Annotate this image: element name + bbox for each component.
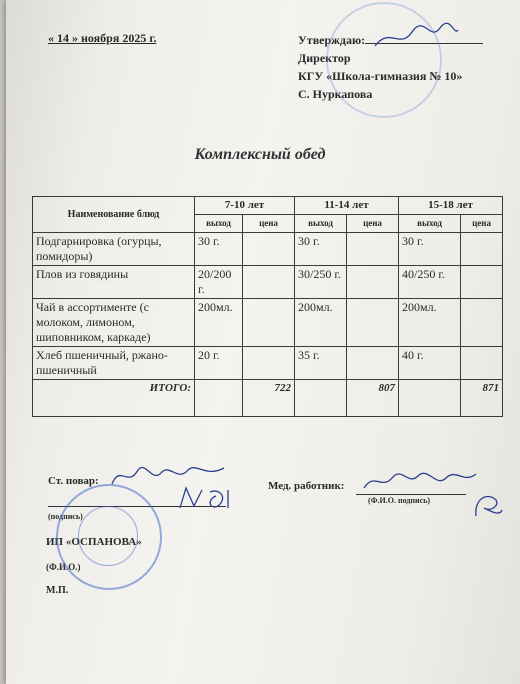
subheader-out: выход	[399, 215, 461, 233]
price-cell	[347, 233, 399, 266]
subheader-price: цена	[243, 215, 295, 233]
table-row	[33, 233, 503, 266]
subheader-price: цена	[347, 215, 399, 233]
ip-name: ИП «ОСПАНОВА»	[46, 536, 142, 548]
subheader-out: выход	[295, 215, 347, 233]
menu-table	[32, 196, 503, 417]
page-title: Комплексный обед	[194, 146, 326, 163]
approval-label: Утверждаю:	[298, 33, 366, 47]
price-cell	[461, 266, 503, 299]
price-cell	[347, 347, 399, 380]
dish-name: Плов из говядины	[33, 266, 195, 299]
portion-cell: 40 г.	[399, 347, 461, 380]
total-row	[33, 380, 503, 417]
school-stamp	[326, 2, 442, 118]
price-cell	[243, 233, 295, 266]
column-header-dish: Наименование блюд	[33, 197, 195, 233]
price-cell	[347, 299, 399, 347]
price-cell	[461, 233, 503, 266]
column-header-age-3: 15-18 лет	[399, 197, 503, 215]
table-row	[33, 347, 503, 380]
director-name: С. Нуркапова	[298, 87, 373, 101]
total-label: ИТОГО:	[33, 380, 195, 417]
med-initials	[470, 488, 504, 522]
price-cell	[243, 299, 295, 347]
portion-cell: 200мл.	[195, 299, 243, 347]
column-header-age-1: 7-10 лет	[195, 197, 295, 215]
fio-caption: (Ф.И.О.)	[46, 562, 81, 572]
school-name: КГУ «Школа-гимназия № 10»	[298, 69, 463, 83]
portion-cell: 30 г.	[295, 233, 347, 266]
portion-cell: 35 г.	[295, 347, 347, 380]
price-cell	[243, 347, 295, 380]
portion-cell: 40/250 г.	[399, 266, 461, 299]
portion-cell: 30/250 г.	[295, 266, 347, 299]
price-cell	[243, 266, 295, 299]
price-cell	[347, 266, 399, 299]
portion-cell: 20 г.	[195, 347, 243, 380]
portion-cell: 200мл.	[399, 299, 461, 347]
stamp-place-label: М.П.	[46, 585, 69, 596]
total-price-1: 722	[243, 380, 295, 417]
price-cell	[461, 299, 503, 347]
total-price-2: 807	[347, 380, 399, 417]
portion-cell	[399, 380, 461, 417]
med-worker-label: Мед. работник:	[268, 480, 345, 492]
portion-cell: 20/200 г.	[195, 266, 243, 299]
table-row	[33, 299, 503, 347]
column-header-age-2: 11-14 лет	[295, 197, 399, 215]
subheader-out: выход	[195, 215, 243, 233]
portion-cell: 30 г.	[399, 233, 461, 266]
price-cell	[461, 347, 503, 380]
portion-cell: 30 г.	[195, 233, 243, 266]
ip-stamp-inner	[78, 506, 138, 566]
portion-cell: 200мл.	[295, 299, 347, 347]
total-price-3: 871	[461, 380, 503, 417]
portion-cell	[295, 380, 347, 417]
med-signature	[360, 468, 480, 494]
cook-label: Ст. повар:	[48, 475, 99, 487]
signature-caption: (подпись)	[48, 512, 83, 521]
dish-name: Чай в ассортименте (с молоком, лимоном, шиповником, каркаде)	[33, 299, 195, 347]
dish-name: Подгарнировка (огурцы, помидоры)	[33, 233, 195, 266]
document-date: « 14 » ноября 2025 г.	[48, 31, 157, 45]
portion-cell	[195, 380, 243, 417]
table-row	[33, 266, 503, 299]
subheader-price: цена	[461, 215, 503, 233]
med-caption: (Ф.И.О. подпись)	[368, 496, 431, 505]
dish-name: Хлеб пшеничный, ржано-пшеничный	[33, 347, 195, 380]
cook-initials	[176, 484, 236, 514]
approval-position: Директор	[298, 51, 351, 65]
